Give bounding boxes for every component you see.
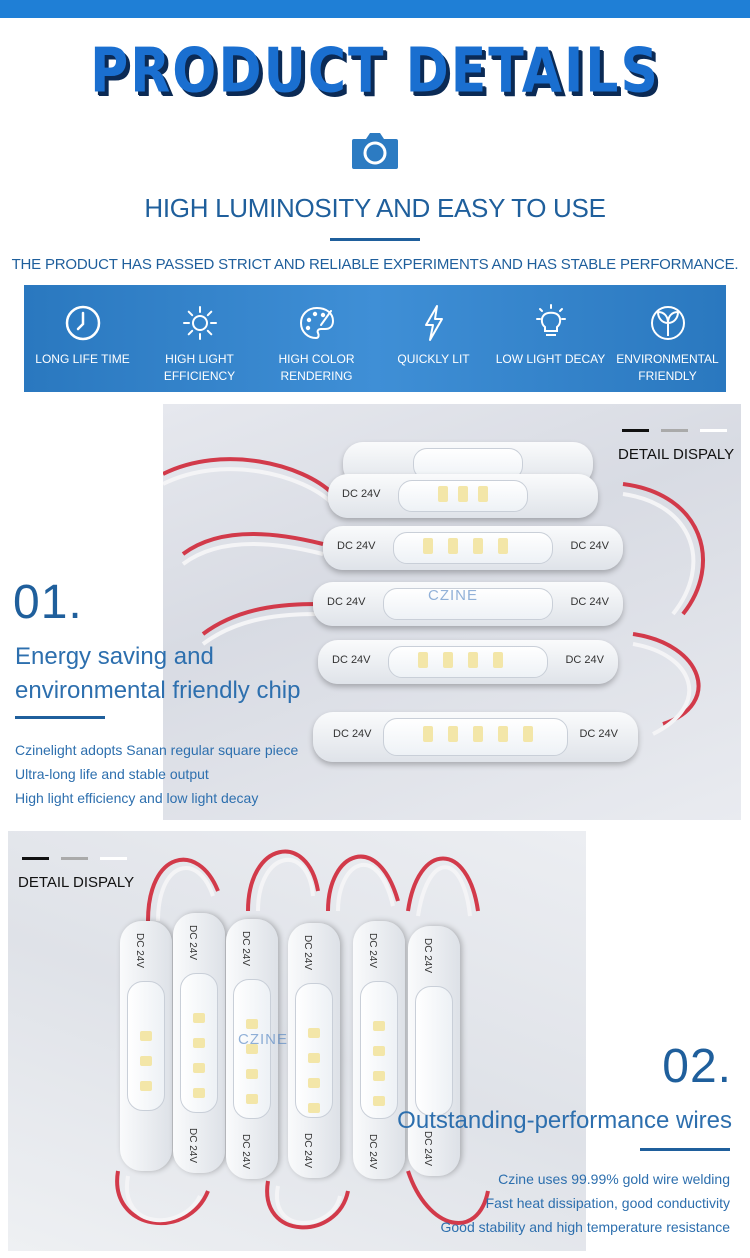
subtitle-underline bbox=[330, 238, 420, 241]
feature-long-life: LONG LIFE TIME bbox=[24, 285, 141, 392]
lightning-icon bbox=[414, 303, 454, 343]
section-number-2: 02. bbox=[662, 1040, 732, 1093]
led-module: DC 24V DC 24V bbox=[313, 582, 623, 626]
section-heading-1: Energy saving and environmental friendly chip bbox=[15, 643, 301, 704]
led-module: DC 24V DC 24V bbox=[288, 923, 340, 1178]
led-module: DC 24V DC 24V bbox=[313, 712, 638, 762]
detail-dashes-2 bbox=[22, 857, 127, 860]
clock-icon bbox=[63, 303, 103, 343]
detail-label-2: DETAIL DISPALY bbox=[18, 874, 135, 891]
section-text-2: Czine uses 99.99% gold wire welding Fast heat dissipation, good conductivity Good stability and high temperature resistance bbox=[440, 1171, 730, 1235]
section-subtitle: HIGH LUMINOSITY AND EASY TO USE bbox=[144, 193, 606, 223]
feature-environmental: ENVIRONMENTAL FRIENDLY bbox=[609, 285, 726, 392]
section-text-1: Czinelight adopts Sanan regular square piece Ultra-long life and stable output High light efficiency and low light decay bbox=[15, 742, 299, 806]
brand-watermark: CZINE bbox=[238, 1031, 288, 1048]
feature-low-light-decay: LOW LIGHT DECAY bbox=[492, 285, 609, 392]
led-module: DC 24V DC 24V bbox=[408, 926, 460, 1176]
led-module: DC 24V DC 24V bbox=[173, 913, 225, 1173]
brand-watermark: CZINE bbox=[428, 587, 478, 604]
led-module: DC 24V bbox=[120, 921, 172, 1171]
palette-icon bbox=[297, 303, 337, 343]
camera-icon bbox=[350, 129, 400, 171]
led-module: DC 24V bbox=[328, 474, 598, 518]
heading-underline-2 bbox=[640, 1148, 730, 1151]
page-title: PRODUCT DETAILS bbox=[90, 36, 660, 107]
led-module: DC 24V DC 24V bbox=[353, 921, 405, 1179]
feature-quickly-lit: QUICKLY LIT bbox=[375, 285, 492, 392]
features-banner bbox=[24, 285, 726, 392]
section-number-1: 01. bbox=[13, 576, 83, 629]
led-module: DC 24V DC 24V bbox=[226, 919, 278, 1179]
section-heading-2: Outstanding-performance wires bbox=[397, 1107, 732, 1134]
led-module: DC 24V DC 24V bbox=[323, 526, 623, 570]
detail-dashes-1 bbox=[622, 429, 727, 432]
detail-label-1: DETAIL DISPALY bbox=[618, 446, 735, 463]
feature-color-rendering: HIGH COLOR RENDERING bbox=[258, 285, 375, 392]
heading-underline-1 bbox=[15, 716, 105, 719]
feature-light-efficiency: HIGH LIGHT EFFICIENCY bbox=[141, 285, 258, 392]
bulb-icon bbox=[531, 303, 571, 343]
led-module: DC 24V DC 24V bbox=[318, 640, 618, 684]
top-banner-strip bbox=[0, 0, 750, 18]
leaf-icon bbox=[648, 303, 688, 343]
sun-icon bbox=[180, 303, 220, 343]
header-description: THE PRODUCT HAS PASSED STRICT AND RELIABLE EXPERIMENTS AND HAS STABLE PERFORMANCE. bbox=[11, 256, 739, 273]
